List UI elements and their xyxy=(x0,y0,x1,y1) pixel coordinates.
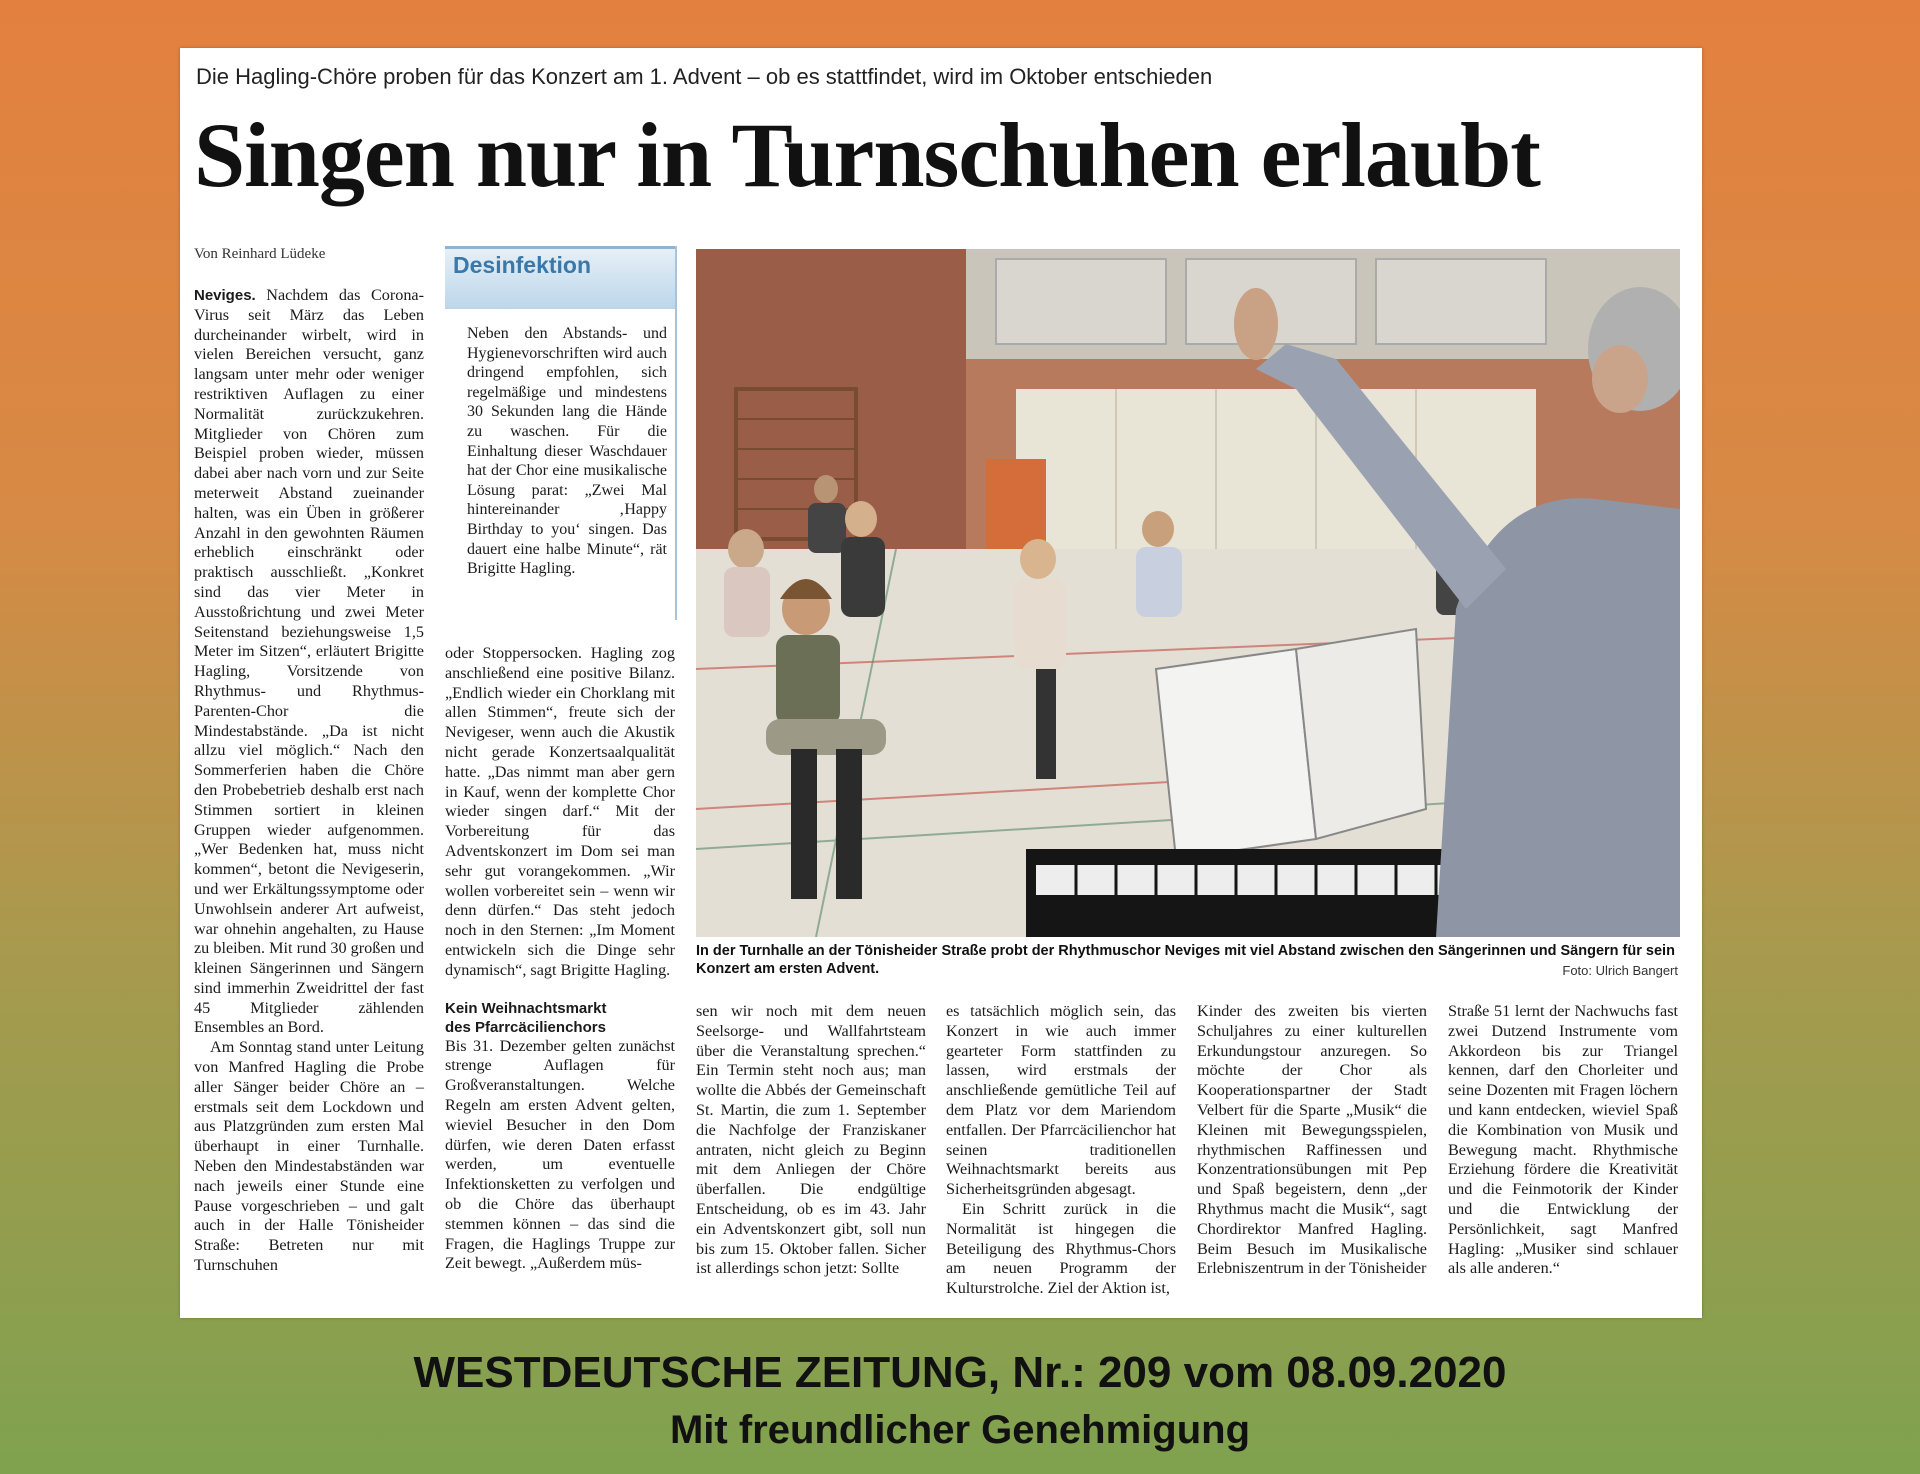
info-box-title: Desinfektion xyxy=(453,252,592,278)
col6-paragraph-1: Straße 51 lernt der Nachwuchs fast zwei Dutzend Instrumente vom Akkordeon bis zur Triangel kennen, darf den Chorleiter und seine Dozenten mit Fragen löchern und kann entdecken, wieviel Spaß die Kombination von Musik und Bewegung macht. Rhythmische Erziehung fördere die Kreativität und die Feinmotorik der Kinder und die Entwicklung der Persönlichkeit, sagt Manfred Hagling: „Musiker sind schlauer als alle anderen.“ xyxy=(1448,1002,1678,1278)
choir-rehearsal-photo xyxy=(696,249,1680,937)
source-line: WESTDEUTSCHE ZEITUNG, Nr.: 209 vom 08.09.2020 xyxy=(413,1348,1507,1397)
article-headline: Singen nur in Turnschuhen erlaubt xyxy=(194,104,1540,206)
col4-paragraph-2: Ein Schritt zurück in die Normalität ist hingegen die Beteiligung des Rhythmus-Chors am neuen Programm der Kulturstrolche. Ziel der Aktion ist, xyxy=(946,1199,1176,1298)
permission-line: Mit freundlicher Genehmigung xyxy=(669,1408,1251,1452)
subheading-line-2: des Pfarrcäcilienchors xyxy=(445,1018,606,1036)
text-column-4 xyxy=(946,1002,1176,1299)
col1-paragraph-2: Am Sonntag stand unter Leitung von Manfred Hagling die Probe aller Sänger beider Chöre an – erstmals seit dem Lockdown und aus Platzgründen zum ersten Mal überhaupt in einer Turnhalle. Neben den Mindestabständen war nach jeweils einer Stunde eine Pause vorgeschrieben – und galt auch in der Halle Tönisheider Straße: Betreten nur mit Turnschuhen xyxy=(194,1038,424,1275)
subheading-line-1: Kein Weihnachtsmarkt xyxy=(445,999,607,1017)
text-column-3 xyxy=(696,1002,926,1279)
text-column-6 xyxy=(1448,1002,1678,1279)
col1-paragraph-1: Nachdem das Corona-Virus seit März das Leben durcheinander wirbelt, wird in vielen Bereichen versucht, ganz langsam unter mehr oder weniger restriktiven Auflagen zu einer Normalität zurückzukehren. Mitglieder von Chören zum Beispiel proben wieder, müssen dabei aber nach vorn und zur Seite meterweit Abstand zueinander halten, was ein Üben in größerer Anzahl in den gewohnten Räumen erheblich einschränkt oder praktisch ausschließt. „Konkret sind das vier Meter in Ausstoßrichtung und zwei Meter Seitenstand beziehungsweise 1,5 Meter im Sitzen“, erläutert Brigitte Hagling, Vorsitzende von Rhythmus- und Rhythmus-Parenten-Chor die Mindestabstände. „Da ist nicht allzu viel möglich.“ Nach den Sommerferien haben die Chöre den Probebetrieb deshalb erst nach Stimmen sortiert in kleinen Gruppen wieder aufgenommen. „Wer Bedenken hat, muss nicht kommen“, betont die Nevigeserin, und wer Erkältungssymptome oder Unwohlsein anderer Art aufweist, war ohnehin angehalten, zu Hause zu bleiben. Mit rund 30 großen und kleinen Sängerinnen und Sängern sind immerhin Zweidrittel der fast 45 Mitglieder zählenden Ensembles an Bord. xyxy=(194,286,424,1037)
article-kicker: Die Hagling-Chöre proben für das Konzert am 1. Advent – ob es stattfindet, wird im Oktober entschieden xyxy=(196,64,1213,89)
photo-credit: Foto: Ulrich Bangert xyxy=(1562,963,1678,978)
col4-paragraph-1: es tatsächlich möglich sein, das Konzert in wie auch immer gearteter Form stattfinden zu lassen, wird erstmals der anschließende gemütliche Teil auf dem Platz vor dem Mariendom entfallen. Der Pfarrcäcilienchor hat seinen traditionellen Weihnachtsmarkt bereits aus Sicherheitsgründen abgesagt. xyxy=(946,1002,1176,1199)
photo-caption: In der Turnhalle an der Tönisheider Straße probt der Rhythmuschor Neviges mit viel Abstand zwischen den Sängerinnen und Sängern für sein Konzert am ersten Advent. xyxy=(696,943,1675,977)
text-column-5 xyxy=(1197,1002,1427,1279)
article-author: Von Reinhard Lüdeke xyxy=(194,246,326,262)
col3-paragraph-1: sen wir noch mit dem neuen Seelsorge- und Wallfahrtsteam über die Veranstaltung sprechen.“ Ein Termin steht noch aus; man wollte die Abbés der Gemeinschaft St. Martin, die zum 1. September die Nachfolge der Franziskaner antraten, nicht gleich zu Beginn mit dem Anliegen der Chöre überfallen. Die endgültige Entscheidung, ob es im 43. Jahr ein Adventskonzert gibt, soll nun bis zum 15. Oktober fallen. Sicher ist allerdings schon jetzt: Sollte xyxy=(696,1002,926,1278)
gym-hall-illustration xyxy=(696,249,1680,937)
text-column-1 xyxy=(194,286,424,1276)
col2-paragraph-2: Bis 31. Dezember gelten zunächst strenge Auflagen für Großveranstaltungen. Welche Regeln am ersten Advent gelten, wieviel Besucher in den Dom dürfen, wie deren Daten erfasst werden, um eventuelle Infektionsketten zu verfolgen und ob die Chöre das überhaupt stemmen können – das sind die Fragen, die Haglings Truppe zur Zeit bewegt. „Außerdem müs- xyxy=(445,1036,675,1273)
info-box-desinfektion xyxy=(445,246,677,620)
info-box-text: Neben den Abstands- und Hygienevorschriften wird auch dringend empfohlen, sich regelmäßige und mindestens 30 Sekunden lang die Hände zu waschen. Für die Einhaltung dieser Waschdauer hat der Chor eine musikalische Lösung parat: „Zwei Mal hintereinander ‚Happy Birthday to you‘ singen. Das dauert eine halbe Minute“, rät Brigitte Hagling. xyxy=(467,325,667,578)
col2-paragraph-1: oder Stoppersocken. Hagling zog anschließend eine positive Bilanz. „Endlich wieder ein Chorklang mit allen Stimmen“, freute sich der Nevigeser, wenn auch die Akustik nicht gerade Konzertsaalqualität hatte. „Das nimmt man aber gern in Kauf, wenn der komplette Chor wieder singen darf.“ Mit der Vorbereitung für das Adventskonzert im Dom sei man sehr gut vorangekommen. „Wir wollen vorbereitet sein – wenn wir denn dürfen.“ Das steht jedoch noch in den Sternen: „Im Moment entwickeln sich die Dinge sehr dynamisch“, sagt Brigitte Hagling. xyxy=(445,644,675,979)
dateline: Neviges. xyxy=(194,287,256,304)
col5-paragraph-1: Kinder des zweiten bis vierten Schuljahres zu einer kulturellen Erkundungstour anzuregen. So möchte der Chor als Kooperationspartner der Stadt Velbert für die Sparte „Musik“ die Kleinen mit Bewegungsspielen, rhythmischen Raffinessen und Konzentrationsübungen mit Pep und Spaß begeistern, denn „der Rhythmus macht die Musik“, sagt Chordirektor Manfred Hagling. Beim Besuch im Musikalische Erlebniszentrum in der Tönisheider xyxy=(1197,1002,1427,1278)
text-column-2 xyxy=(445,644,675,1274)
